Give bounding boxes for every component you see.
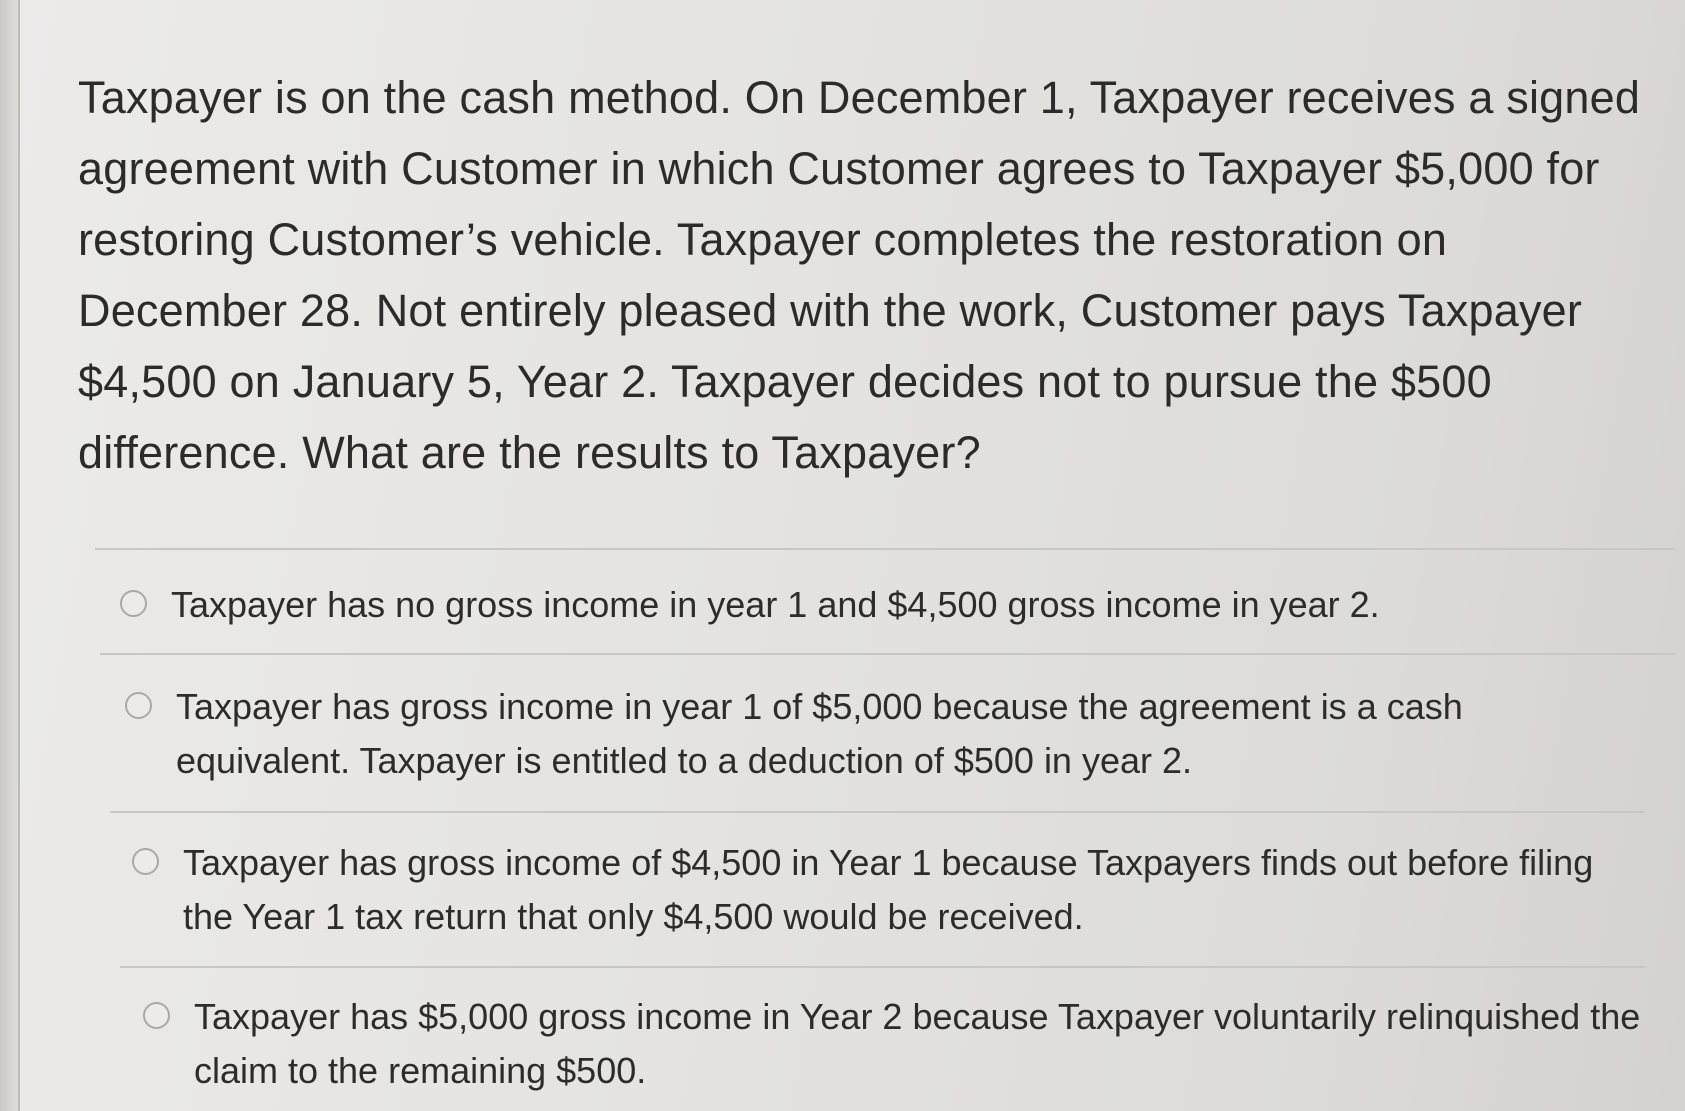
radio-button[interactable] [132,848,159,875]
divider [95,548,1675,550]
answer-option-2[interactable] [125,680,1565,788]
answer-option-1[interactable] [120,578,1650,632]
radio-button[interactable] [143,1002,170,1029]
page-left-edge [0,0,20,1111]
answer-option-label: Taxpayer has gross income of $4,500 in Year 1 because Taxpayers finds out before filing the Year 1 tax return that only $4,500 would be received. [183,842,1594,937]
question-text: Taxpayer is on the cash method. On December 1, Taxpayer receives a signed agreement with Customer in which Customer agrees to Taxpayer $5,000 for restoring Customer’s vehicle. Taxpayer completes the restoration on December 28. Not entirely pleased with the work, Customer pays Taxpayer $4,500 on January 5, Year 2. Taxpayer decides not to pursue the $500 difference. What are the results to Taxpayer? [78,72,1641,478]
answer-option-label: Taxpayer has no gross income in year 1 and $4,500 gross income in year 2. [171,584,1380,625]
answer-option-4[interactable] [143,990,1653,1098]
divider [120,966,1645,968]
answer-option-label: Taxpayer has gross income in year 1 of $5,000 because the agreement is a cash equivalent. Taxpayer is entitled to a deduction of $500 in year 2. [176,686,1463,781]
radio-button[interactable] [120,590,147,617]
divider [110,811,1645,813]
radio-button[interactable] [125,692,152,719]
answer-option-3[interactable] [132,836,1602,944]
answer-option-label: Taxpayer has $5,000 gross income in Year 2 because Taxpayer voluntarily relinquished the claim to the remaining $500. [194,996,1641,1091]
divider [100,653,1675,655]
